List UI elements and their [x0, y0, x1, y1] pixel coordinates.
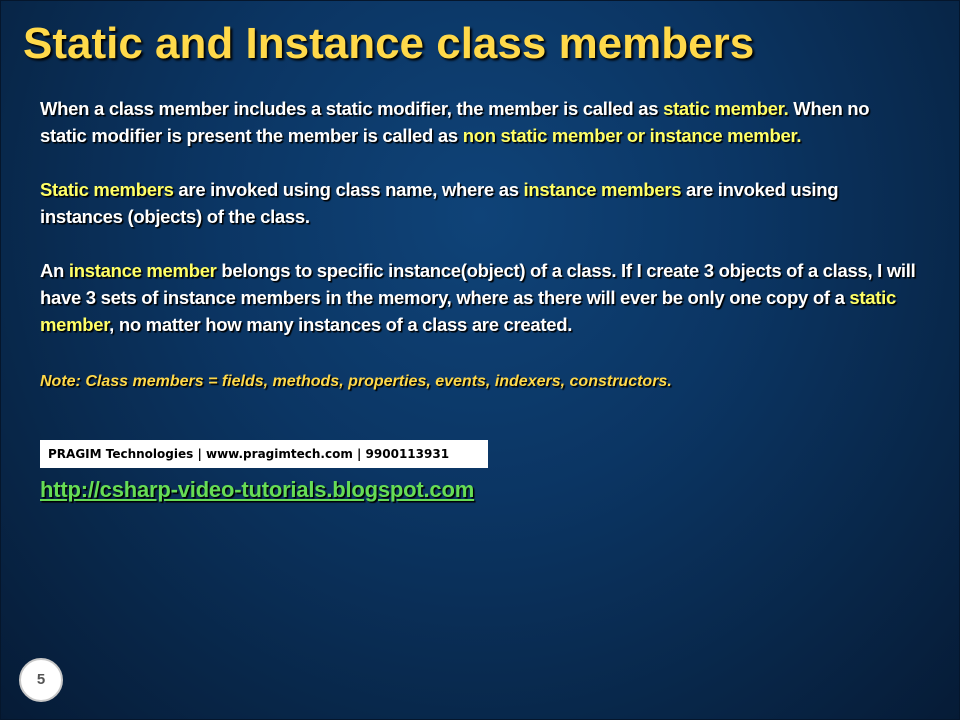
slide-title: Static and Instance class members [23, 19, 755, 68]
paragraph-static-definition [40, 95, 920, 149]
blog-link[interactable]: http://csharp-video-tutorials.blogspot.com [40, 477, 475, 502]
highlight-static-member: static member [40, 287, 896, 335]
text-run: An [40, 260, 69, 281]
highlight-static-member: static member. [663, 98, 789, 119]
highlight-instance-member: non static member or instance member. [462, 125, 802, 146]
text-run: When no static modifier is present the member is called as [40, 98, 870, 146]
highlight-static-members: Static members [40, 179, 174, 200]
note-class-members: Note: Class members = fields, methods, properties, events, indexers, constructors. [40, 373, 672, 390]
company-banner: PRAGIM Technologies | www.pragimtech.com | 9900113931 [40, 440, 488, 468]
slide-body [40, 95, 920, 422]
text-run: When a class member includes a static modifier, the member is called as [40, 98, 664, 119]
highlight-instance-members: instance members [523, 179, 682, 200]
text-run: belongs to specific instance(object) of a class. If I create 3 objects of a class, I will have 3 sets of instance members in the memory, where as there will ever be only one copy of a [40, 260, 916, 308]
page-number: 5 [19, 658, 63, 702]
paragraph-invocation [40, 176, 920, 230]
highlight-instance-member: instance member [68, 260, 217, 281]
paragraph-memory [40, 257, 920, 338]
text-run: are invoked using instances (objects) of the class. [40, 179, 839, 227]
text-run: , no matter how many instances of a class are created. [109, 314, 573, 335]
text-run: are invoked using class name, where as [173, 179, 524, 200]
